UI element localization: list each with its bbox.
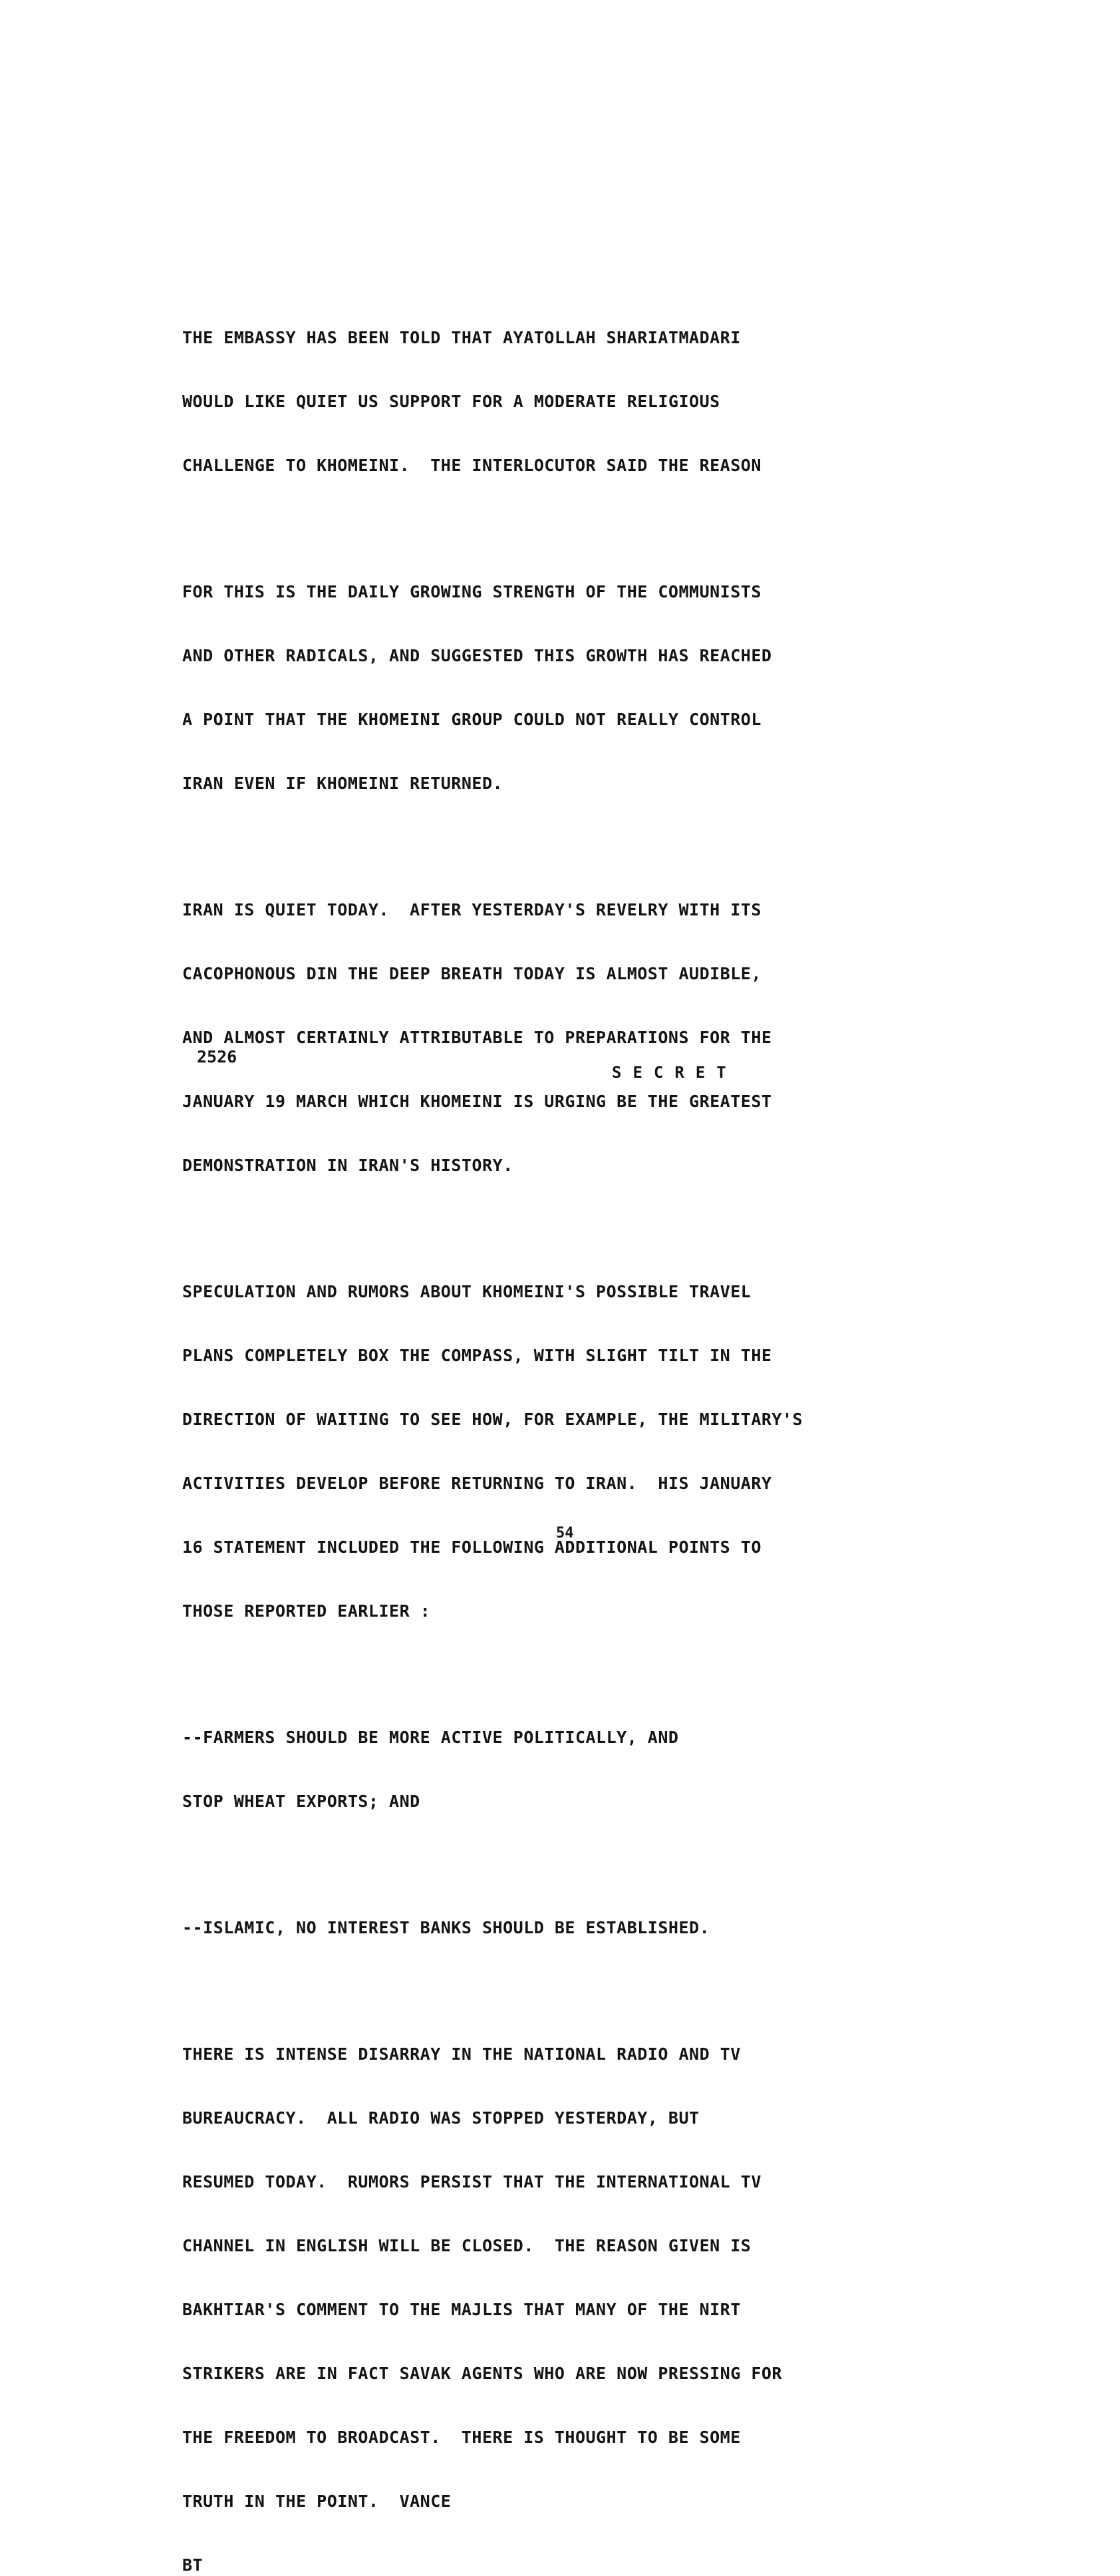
text-line: AND OTHER RADICALS, AND SUGGESTED THIS GROWTH HAS REACHED [182, 646, 772, 665]
text-line: CHANNEL IN ENGLISH WILL BE CLOSED. THE REASON GIVEN IS [182, 2236, 752, 2255]
text-line: 16 STATEMENT INCLUDED THE FOLLOWING ADDITIONAL POINTS TO [182, 1537, 762, 1557]
text-line: A POINT THAT THE KHOMEINI GROUP COULD NOT REALLY CONTROL [182, 710, 762, 729]
paragraph-6 [182, 1875, 940, 1981]
end-marker: BT [182, 2555, 204, 2575]
text-line: IRAN EVEN IF KHOMEINI RETURNED. [182, 774, 503, 793]
text-line: --ISLAMIC, NO INTEREST BANKS SHOULD BE ESTABLISHED. [182, 1918, 710, 1937]
text-line: THE EMBASSY HAS BEEN TOLD THAT AYATOLLAH SHARIATMADARI [182, 328, 741, 347]
text-line: AND ALMOST CERTAINLY ATTRIBUTABLE TO PREPARATIONS FOR THE [182, 1028, 772, 1047]
cable-body [182, 285, 940, 2576]
paragraph-7 [182, 2001, 940, 2555]
text-line: THERE IS INTENSE DISARRAY IN THE NATIONAL RADIO AND TV [182, 2044, 741, 2064]
text-line: TRUTH IN THE POINT. VANCE [182, 2492, 452, 2511]
text-line: CHALLENGE TO KHOMEINI. THE INTERLOCUTOR SAID THE REASON [182, 456, 762, 475]
paragraph-3 [182, 857, 940, 1219]
text-line: WOULD LIKE QUIET US SUPPORT FOR A MODERATE RELIGIOUS [182, 392, 720, 411]
text-line: SPECULATION AND RUMORS ABOUT KHOMEINI'S POSSIBLE TRAVEL [182, 1282, 752, 1301]
text-line: THOSE REPORTED EARLIER : [182, 1601, 431, 1621]
text-line: --FARMERS SHOULD BE MORE ACTIVE POLITICALLY, AND [182, 1728, 679, 1747]
text-line: THE FREEDOM TO BROADCAST. THERE IS THOUGHT TO BE SOME [182, 2428, 741, 2447]
paragraph-2 [182, 539, 940, 837]
text-line: DEMONSTRATION IN IRAN'S HISTORY. [182, 1156, 513, 1175]
text-line: BAKHTIAR'S COMMENT TO THE MAJLIS THAT MANY OF THE NIRT [182, 2300, 741, 2319]
message-code: 2526 [197, 1047, 237, 1066]
text-line: DIRECTION OF WAITING TO SEE HOW, FOR EXAMPLE, THE MILITARY'S [182, 1410, 803, 1429]
paragraph-5 [182, 1685, 940, 1855]
page-number: 54 [556, 1525, 574, 1541]
text-line: CACOPHONOUS DIN THE DEEP BREATH TODAY IS ALMOST AUDIBLE, [182, 964, 762, 983]
text-line: JANUARY 19 MARCH WHICH KHOMEINI IS URGING BE THE GREATEST [182, 1092, 772, 1111]
text-line: BUREAUCRACY. ALL RADIO WAS STOPPED YESTERDAY, BUT [182, 2108, 700, 2128]
text-line: FOR THIS IS THE DAILY GROWING STRENGTH OF THE COMMUNISTS [182, 582, 762, 601]
text-line: RESUMED TODAY. RUMORS PERSIST THAT THE INTERNATIONAL TV [182, 2172, 762, 2191]
paragraph-4 [182, 1239, 940, 1665]
text-line: STOP WHEAT EXPORTS; AND [182, 1792, 420, 1811]
text-line: IRAN IS QUIET TODAY. AFTER YESTERDAY'S REVELRY WITH ITS [182, 900, 762, 919]
paragraph-1 [182, 285, 940, 519]
text-line: ACTIVITIES DEVELOP BEFORE RETURNING TO IRAN. HIS JANUARY [182, 1474, 772, 1493]
text-line: PLANS COMPLETELY BOX THE COMPASS, WITH SLIGHT TILT IN THE [182, 1346, 772, 1365]
text-line: STRIKERS ARE IN FACT SAVAK AGENTS WHO ARE NOW PRESSING FOR [182, 2364, 782, 2383]
classification-marking: SECRET [612, 1063, 738, 1082]
